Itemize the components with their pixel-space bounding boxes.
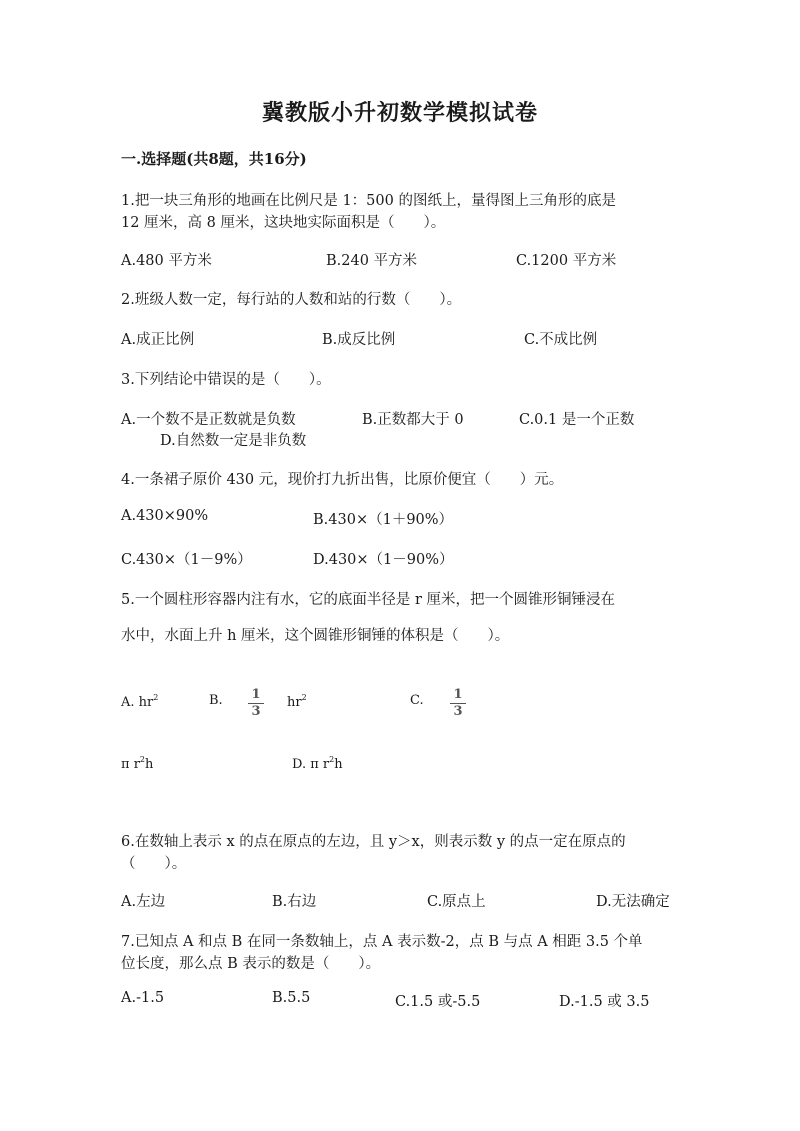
fraction-one-third [450, 688, 466, 719]
option-label: A. [121, 695, 135, 710]
expression-hr: hr [287, 695, 302, 710]
question-1-option-a: A.480 平方米 [121, 253, 212, 269]
exponent: 2 [329, 755, 335, 764]
question-5-line-1: 5.一个圆柱形容器内注有水，它的底面半径是 r 厘米，把一个圆锥形铜锤浸在 [121, 592, 615, 608]
question-4-option-a: A.430×90% [121, 508, 209, 524]
question-3-option-c: C.0.1 是一个正数 [519, 412, 635, 428]
question-6-line-1: 6.在数轴上表示 x 的点在原点的左边，且 y＞x，则表示数 y 的点一定在原点的 [121, 834, 626, 850]
exponent: 2 [139, 755, 145, 764]
question-2-option-b: B.成反比例 [322, 332, 396, 348]
question-1-line-1: 1.把一块三角形的地画在比例尺是 1：500 的图纸上，量得图上三角形的底是 [121, 193, 616, 209]
fraction-denominator: 3 [251, 704, 261, 719]
question-4-option-d: D.430×（1－90%） [313, 552, 454, 568]
question-5-option-d [292, 755, 343, 772]
question-6-option-c: C.原点上 [427, 894, 486, 910]
question-5-option-b-label: B. [209, 693, 223, 708]
fraction-numerator: 1 [453, 687, 463, 702]
question-7-line-1: 7.已知点 A 和点 B 在同一条数轴上，点 A 表示数-2，点 B 与点 A 相距 3.5 个单 [121, 934, 643, 950]
question-7-line-2: 位长度，那么点 B 表示的数是（ ）。 [121, 956, 381, 972]
question-2-option-a: A.成正比例 [121, 332, 195, 348]
question-4-line-1: 4.一条裙子原价 430 元，现价打九折出售，比原价便宜（ ）元。 [121, 472, 564, 488]
question-3-line-1: 3.下列结论中错误的是（ ）。 [121, 372, 331, 388]
expression-hr: hr [138, 695, 154, 710]
question-5-option-c-continued [121, 755, 153, 772]
question-1-line-2: 12 厘米，高 8 厘米，这块地实际面积是（ ）。 [121, 215, 446, 231]
option-label: D. [292, 757, 307, 772]
question-6-option-d: D.无法确定 [596, 894, 670, 910]
question-1-option-c: C.1200 平方米 [516, 253, 617, 269]
question-3-option-b: B.正数都大于 0 [362, 412, 464, 428]
question-7-option-c: C.1.5 或-5.5 [395, 994, 481, 1010]
pi-symbol: π [310, 757, 319, 772]
fraction-one-third [248, 688, 264, 719]
fraction-denominator: 3 [453, 704, 463, 719]
question-1-option-b: B.240 平方米 [326, 253, 418, 269]
question-7-option-a: A.-1.5 [121, 990, 165, 1006]
question-6-line-2: （ ）。 [121, 856, 187, 872]
page-title: 冀教版小升初数学模拟试卷 [261, 100, 538, 126]
question-3-option-d: D.自然数一定是非负数 [160, 433, 307, 449]
fraction-numerator: 1 [251, 687, 261, 702]
question-5-option-a [121, 693, 158, 710]
expression-r: r [322, 757, 330, 772]
section-heading: 一.选择题(共8题，共16分) [121, 150, 307, 168]
question-2-option-c: C.不成比例 [524, 332, 598, 348]
pi-symbol: π [121, 757, 130, 772]
question-3-option-a: A.一个数不是正数就是负数 [121, 412, 296, 428]
expression-r: r [133, 757, 140, 772]
expression-h: h [334, 757, 343, 772]
question-2-line-1: 2.班级人数一定，每行站的人数和站的行数（ ）。 [121, 292, 462, 308]
expression-h: h [145, 757, 154, 772]
question-5-line-2: 水中，水面上升 h 厘米，这个圆锥形铜锤的体积是（ ）。 [121, 628, 510, 644]
question-6-option-b: B.右边 [272, 894, 317, 910]
question-4-option-c: C.430×（1－9%） [121, 552, 252, 568]
question-6-option-a: A.左边 [121, 894, 166, 910]
exponent: 2 [301, 693, 307, 702]
question-5-option-b-expression [287, 693, 307, 710]
question-5-option-c-label: C. [410, 693, 424, 708]
exponent: 2 [153, 693, 159, 702]
question-7-option-b: B.5.5 [272, 990, 311, 1006]
question-7-option-d: D.-1.5 或 3.5 [559, 994, 650, 1010]
question-4-option-b: B.430×（1＋90%） [313, 512, 454, 528]
